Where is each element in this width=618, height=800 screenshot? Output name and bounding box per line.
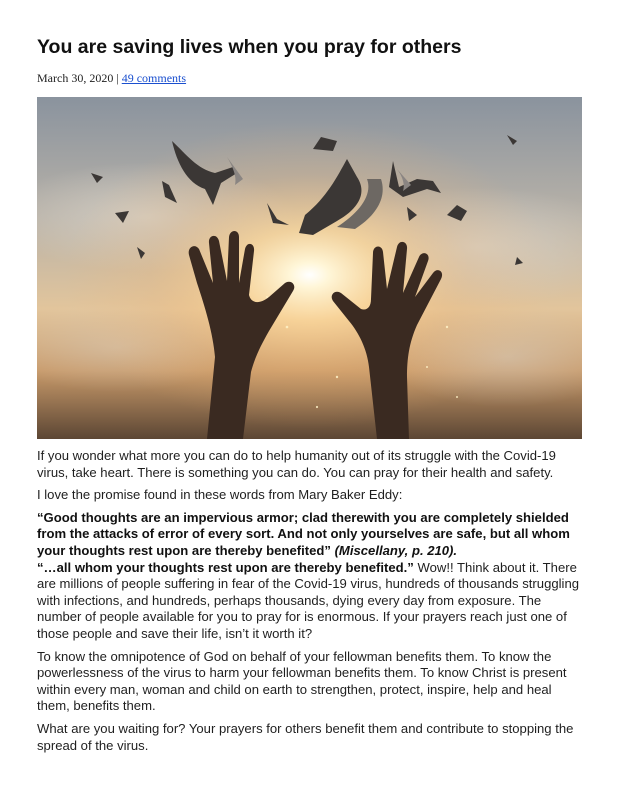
article-meta	[37, 71, 186, 86]
article-title: You are saving lives when you pray for others	[37, 36, 462, 58]
hero-illustration	[37, 97, 582, 439]
hero-image	[37, 97, 582, 439]
comments-link[interactable]: 49 comments	[121, 71, 187, 85]
meta-separator: |	[113, 71, 122, 85]
paragraph-reflection	[37, 560, 585, 643]
paragraph-promise: I love the promise found in these words from Mary Baker Eddy:	[37, 487, 403, 503]
paragraph-quote	[37, 510, 585, 560]
paragraph-closing: What are you waiting for? Your prayers for others benefit them and contribute to stopping the spread of the virus.	[37, 720, 574, 753]
post-date: March 30, 2020	[37, 71, 114, 85]
eddy-quote: “Good thoughts are an impervious armor; clad therewith you are completely shielded from the attacks of error of every sort. And not only yourselves are safe, but all whom your thoughts rest upon are thereby benefited”	[37, 509, 570, 558]
article-body	[37, 448, 585, 760]
paragraph-omnipotence: To know the omnipotence of God on behalf of your fellowman benefits them. To know the powerlessness of the virus to harm your fellowman benefits them. To know Christ is present within every man, woman and child on earth to strengthen, protect, inspire, help and heal them, benefits them.	[37, 648, 567, 714]
reflection-text: Wow!! Think about it. There are millions of people suffering in fear of the Covid-19 virus, hundreds of thousands struggling with infections, and hundreds, perhaps thousands, dying every day from exposure. The number of people available for you to pray for is enormous. If your prayers reach just one of those people and save their life, isn’t it worth it?	[37, 559, 580, 641]
quote-excerpt: “…all whom your thoughts rest upon are thereby benefited.”	[37, 559, 414, 575]
quote-citation: (Miscellany, p. 210).	[334, 542, 458, 558]
paragraph-intro: If you wonder what more you can do to help humanity out of its struggle with the Covid-19 virus, take heart. There is something you can do. You can pray for their health and safety.	[37, 448, 556, 480]
